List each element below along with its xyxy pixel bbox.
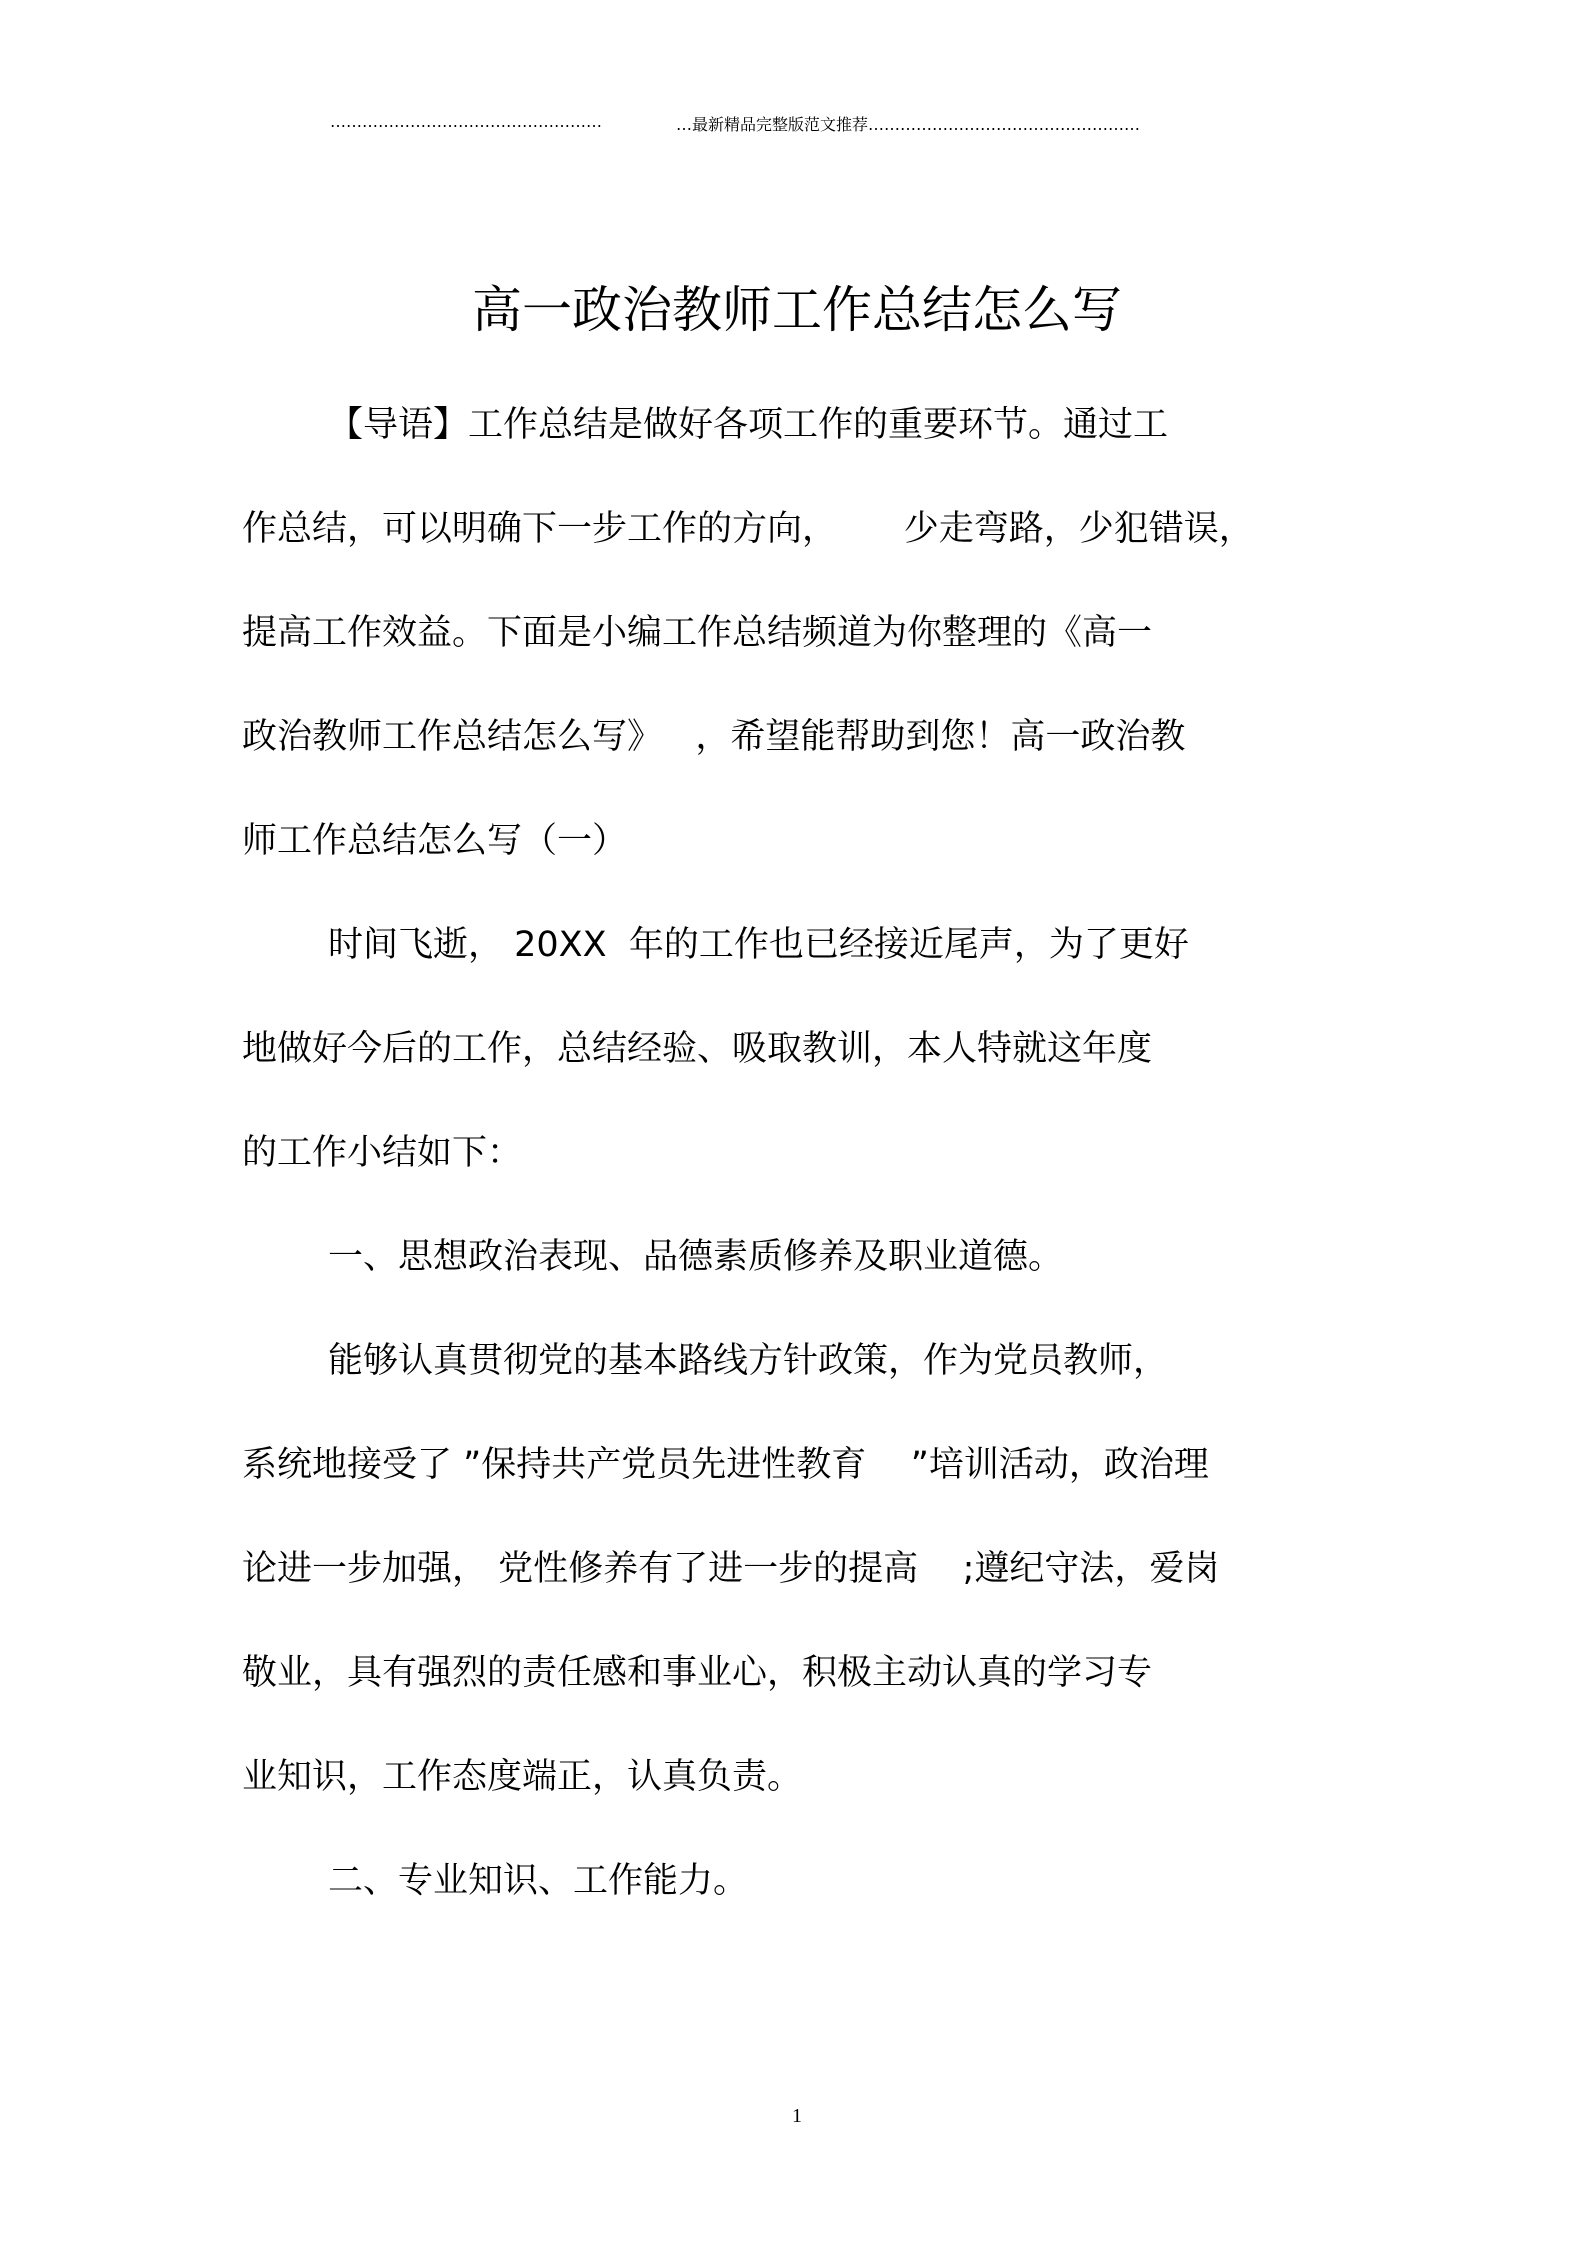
paragraph-line: 师工作总结怎么写（一） [242, 821, 628, 861]
paragraph-line: 【导语】工作总结是做好各项工作的重要环节。通过工 [328, 405, 1169, 445]
paragraph-line: 能够认真贯彻党的基本路线方针政策，作为党员教师， [328, 1341, 1169, 1381]
paragraph-line: 地做好今后的工作，总结经验、吸取教训，本人特就这年度 [242, 1029, 1153, 1069]
paragraph-line: 论进一步加强， 党性修养有了进一步的提高 ;遵纪守法，爱岗 [242, 1549, 1220, 1589]
paragraph-line: 系统地接受了 ”保持共产党员先进性教育 ”培训活动，政治理 [242, 1445, 1209, 1485]
paragraph-line: 敬业，具有强烈的责任感和事业心，积极主动认真的学习专 [242, 1653, 1153, 1693]
header-text: …最新精品完整版范文推荐…………………………………………… [676, 115, 1141, 134]
paragraph-line: 的工作小结如下： [242, 1133, 523, 1173]
paragraph-line: 时间飞逝， 20XX 年的工作也已经接近尾声，为了更好 [328, 925, 1189, 965]
section-heading: 一、思想政治表现、品德素质修养及职业道德。 [328, 1237, 1064, 1277]
paragraph-line: 作总结，可以明确下一步工作的方向， 少走弯路，少犯错误， [242, 509, 1254, 549]
paragraph-line: 业知识，工作态度端正，认真负责。 [242, 1757, 803, 1797]
page-header [0, 112, 1594, 136]
document-title: 高一政治教师工作总结怎么写 [472, 281, 1122, 339]
paragraph-line: 政治教师工作总结怎么写》 ，希望能帮助到您！高一政治教 [242, 717, 1186, 757]
header-dots: …………………………………………… [330, 112, 602, 131]
page-number: 1 [792, 2105, 802, 2127]
paragraph-line: 提高工作效益。下面是小编工作总结频道为你整理的《高一 [242, 613, 1153, 653]
section-heading: 二、专业知识、工作能力。 [328, 1861, 749, 1901]
